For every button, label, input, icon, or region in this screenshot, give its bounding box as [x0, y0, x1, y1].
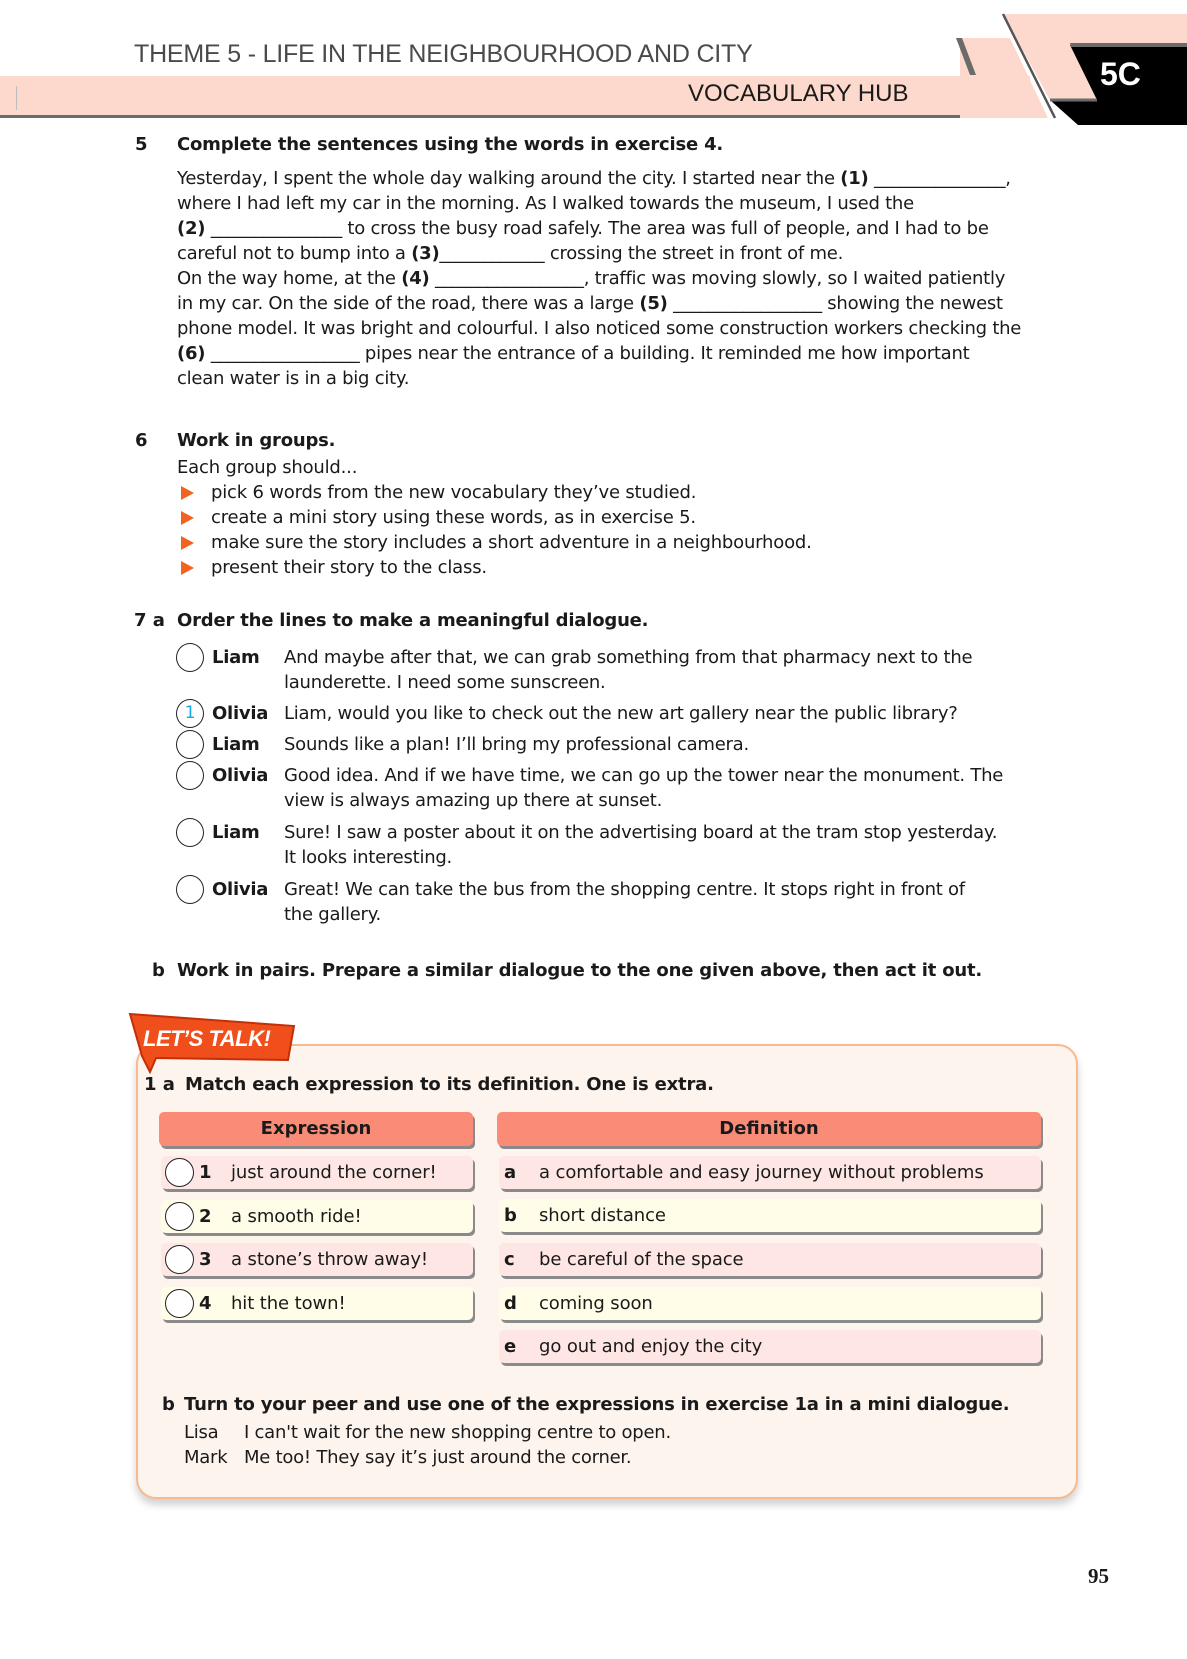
exercise-7-number: 7 a	[134, 610, 165, 631]
dialogue-line: Good idea. And if we have time, we can go up the tower near the monument. The view is always amazing up there at sunset.	[284, 765, 1004, 811]
exercise-6-instruction: Work in groups.	[177, 430, 336, 451]
exercise-5-passage	[177, 166, 1087, 391]
theme-title: THEME 5 - LIFE IN THE NEIGHBOURHOOD AND CITY	[134, 40, 753, 68]
passage-line: Yesterday, I spent the whole day walking around the city. I started near the (1) _______________,	[177, 168, 1011, 189]
order-circle[interactable]	[176, 818, 204, 847]
answer-circle[interactable]	[165, 1289, 194, 1318]
passage-line: On the way home, at the (4) _________________, traffic was moving slowly, so I waited patiently	[177, 268, 1006, 289]
passage-line: in my car. On the side of the road, there was a large (5) _________________ showing the newest	[177, 293, 1003, 314]
triangle-bullet-icon	[181, 511, 194, 525]
speaker: Olivia	[212, 703, 269, 724]
speaker: Mark	[184, 1447, 228, 1468]
expression-row: 1 just around the corner!	[161, 1156, 473, 1189]
order-circle[interactable]	[176, 761, 204, 790]
passage-line: where I had left my car in the morning. As I walked towards the museum, I used the	[177, 193, 914, 214]
exercise-6-number: 6	[135, 430, 148, 451]
answer-circle[interactable]	[165, 1158, 194, 1187]
header-decoration	[900, 0, 1187, 125]
expression-row: 2 a smooth ride!	[161, 1200, 473, 1233]
talk-1b-label: b	[162, 1394, 175, 1415]
speaker: Lisa	[184, 1422, 219, 1443]
gap-number: (4)	[401, 268, 430, 289]
speaker: Liam	[212, 647, 260, 668]
header-tick	[16, 86, 17, 110]
gap-number: (1)	[840, 168, 869, 189]
unit-badge: 5C	[1100, 56, 1141, 92]
talk-1a-instruction: Match each expression to its definition. One is extra.	[185, 1074, 714, 1095]
order-circle[interactable]	[176, 875, 204, 904]
order-circle[interactable]	[176, 730, 204, 759]
example-line: Mark Me too! They say it’s just around the corner.	[184, 1447, 632, 1468]
exercise-7b-instruction: Work in pairs. Prepare a similar dialogue to the one given above, then act it out.	[177, 960, 983, 981]
dialogue-line: Sure! I saw a poster about it on the advertising board at the tram stop yesterday. It looks interesting.	[284, 822, 998, 868]
list-item: pick 6 words from the new vocabulary they’ve studied.	[177, 480, 812, 505]
speaker: Olivia	[212, 879, 269, 900]
section-title: VOCABULARY HUB	[688, 80, 909, 107]
page-number: 95	[1088, 1564, 1109, 1588]
answer-circle[interactable]	[165, 1245, 194, 1274]
definition-header: Definition	[497, 1112, 1041, 1146]
order-circle[interactable]: 1	[176, 699, 204, 728]
passage-line: careful not to bump into a (3)____________ crossing the street in front of me.	[177, 243, 844, 264]
definition-row: d coming soon	[499, 1287, 1041, 1320]
gap-number: (2)	[177, 218, 206, 239]
expression-header: Expression	[159, 1112, 473, 1146]
exercise-6-list	[177, 455, 812, 580]
definition-row: c be careful of the space	[499, 1243, 1041, 1276]
expression-row: 3 a stone’s throw away!	[161, 1243, 473, 1276]
answer-circle[interactable]	[165, 1202, 194, 1231]
dialogue-line: And maybe after that, we can grab something from that pharmacy next to the launderette. I need some sunscreen.	[284, 647, 973, 693]
passage-line: phone model. It was bright and colourful. I also noticed some construction workers checking the	[177, 318, 1022, 339]
passage-line: clean water is in a big city.	[177, 368, 410, 389]
gap-number: (3)	[411, 243, 440, 264]
dialogue-line: Sounds like a plan! I’ll bring my professional camera.	[284, 734, 749, 755]
speaker: Liam	[212, 822, 260, 843]
dialogue-line: Great! We can take the bus from the shopping centre. It stops right in front of the gallery.	[284, 879, 965, 925]
list-item: make sure the story includes a short adventure in a neighbourhood.	[177, 530, 812, 555]
lets-talk-title: LET’S TALK!	[143, 1026, 271, 1051]
definition-row: a a comfortable and easy journey without problems	[499, 1156, 1041, 1189]
triangle-bullet-icon	[181, 561, 194, 575]
speaker: Liam	[212, 734, 260, 755]
page-header	[0, 0, 1187, 125]
example-line: Lisa I can't wait for the new shopping centre to open.	[184, 1422, 671, 1443]
exercise-7-instruction: Order the lines to make a meaningful dialogue.	[177, 610, 649, 631]
definition-row: b short distance	[499, 1199, 1041, 1232]
talk-1a-label: 1 a	[144, 1074, 175, 1095]
list-item: present their story to the class.	[177, 555, 812, 580]
order-circle[interactable]	[176, 643, 204, 672]
exercise-6-intro: Each group should...	[177, 457, 358, 478]
talk-1b-instruction: Turn to your peer and use one of the expressions in exercise 1a in a mini dialogue.	[184, 1394, 1010, 1415]
passage-line: (2) _______________ to cross the busy road safely. The area was full of people, and I had to be	[177, 218, 989, 239]
gap-number: (5)	[639, 293, 668, 314]
definition-row: e go out and enjoy the city	[499, 1330, 1041, 1363]
passage-line: (6) _________________ pipes near the entrance of a building. It reminded me how important	[177, 343, 970, 364]
exercise-7b-label: b	[152, 960, 165, 981]
list-item: create a mini story using these words, as in exercise 5.	[177, 505, 812, 530]
triangle-bullet-icon	[181, 486, 194, 500]
dialogue-line: Liam, would you like to check out the new art gallery near the public library?	[284, 703, 958, 724]
speaker: Olivia	[212, 765, 269, 786]
triangle-bullet-icon	[181, 536, 194, 550]
expression-row: 4 hit the town!	[161, 1287, 473, 1320]
gap-number: (6)	[177, 343, 206, 364]
exercise-5-instruction: Complete the sentences using the words in exercise 4.	[177, 134, 724, 155]
exercise-5-number: 5	[135, 134, 148, 155]
header-divider	[0, 115, 1020, 118]
